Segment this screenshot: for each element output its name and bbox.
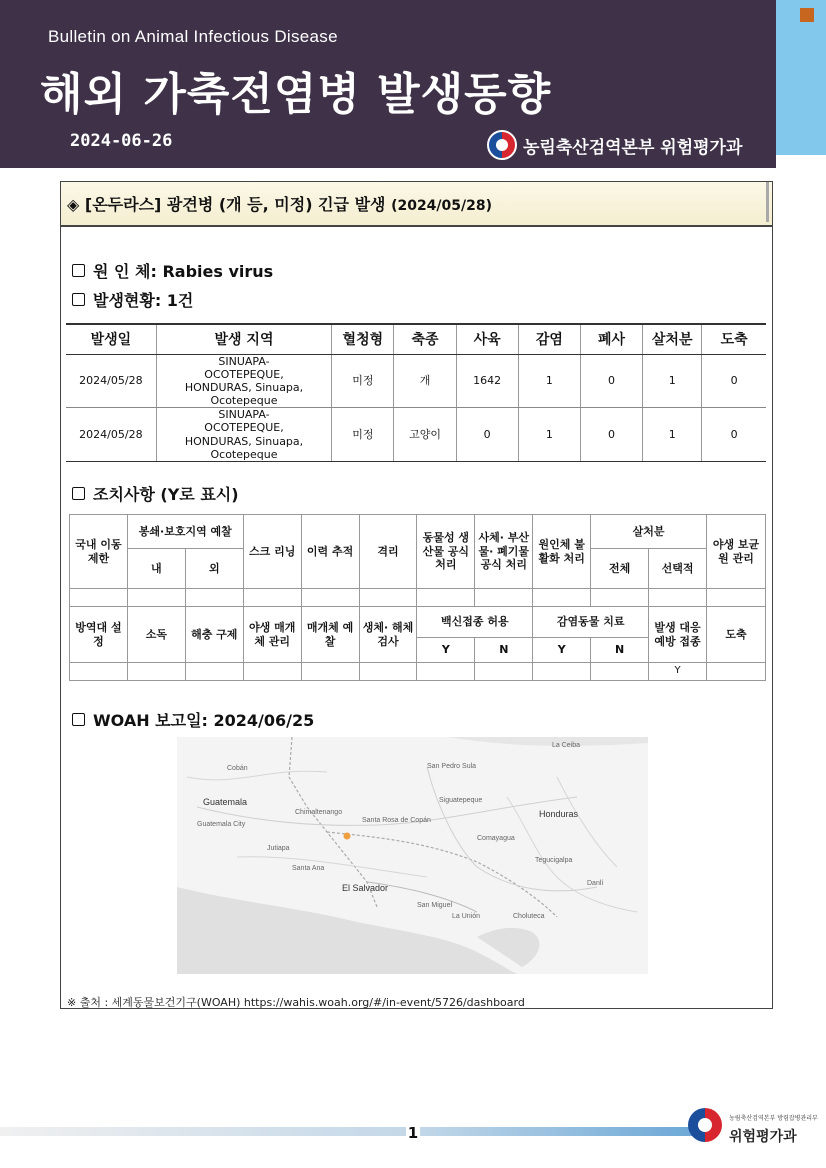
checkbox-icon (72, 293, 85, 306)
bulletin-subtitle: Bulletin on Animal Infectious Disease (48, 27, 338, 46)
source-note: ※ 출처 : 세계동물보건기구(WOAH) https://wahis.woah.org/#/in-event/5726/dashboard (67, 996, 525, 1009)
table-cell: 미정 (332, 354, 394, 408)
measure-header: 스크 리닝 (243, 515, 301, 589)
measure-subheader: 외 (185, 549, 243, 589)
map-label: Jutiapa (267, 845, 290, 852)
measure-header: 사체· 부산물· 폐기물 공식 처리 (475, 515, 533, 589)
measure-value-row (70, 589, 766, 607)
measure-header: 생체· 해체 검사 (359, 607, 417, 663)
outbreak-marker (344, 833, 351, 840)
table-cell: 2024/05/28 (66, 354, 156, 408)
section-measures (72, 482, 239, 505)
measure-header: 소독 (127, 607, 185, 663)
measure-value-row (70, 663, 766, 681)
table-cell: 개 (394, 354, 456, 408)
table-cell: 1 (643, 408, 702, 462)
measure-header: 살처분 (591, 515, 707, 549)
map-label: La Ceiba (552, 742, 581, 749)
map-label: Honduras (539, 809, 579, 819)
measure-header: 도축 (706, 607, 765, 663)
status-text: 발생현황: 1건 (93, 291, 194, 310)
map-label: Santa Rosa de Copán (362, 817, 431, 824)
footer-logo-icon (688, 1108, 722, 1142)
section-status (72, 288, 193, 311)
org-signature (487, 130, 742, 160)
map-label: Tegucigalpa (535, 857, 573, 864)
measure-subheader: Y (533, 638, 591, 663)
pathogen-text: 원 인 체: Rabies virus (93, 262, 274, 281)
measure-header: 이력 추적 (301, 515, 359, 589)
table-cell: SINUAPA-OCOTEPEQUE, HONDURAS, Sinuapa, Ocotepeque (156, 408, 332, 462)
column-header: 사육 (456, 324, 518, 354)
table-cell: 1 (643, 354, 702, 408)
measure-subheader: Y (417, 638, 475, 663)
diamond-icon: ◈ (67, 195, 80, 214)
checkbox-icon (72, 487, 85, 500)
checkbox-icon (72, 264, 85, 277)
section-pathogen (72, 259, 273, 282)
issue-date: 2024-06-26 (70, 131, 173, 151)
checkbox-icon (72, 713, 85, 726)
map-label: Comayagua (477, 835, 515, 842)
table-cell: 2024/05/28 (66, 408, 156, 462)
table-cell: 0 (456, 408, 518, 462)
measure-header: 발생 대응 예방 접종 (649, 607, 707, 663)
column-header: 폐사 (580, 324, 642, 354)
column-header: 발생일 (66, 324, 156, 354)
outbreak-banner (61, 182, 772, 227)
measure-header: 야생 보균원 관리 (706, 515, 765, 589)
map-label: San Pedro Sula (427, 763, 477, 770)
measure-header: 봉쇄·보호지역 예찰 (127, 515, 243, 549)
footer-org-small: 농림축산검역본부 방렴잡병관리부 (729, 1115, 818, 1122)
map-label: Choluteca (513, 913, 545, 920)
measure-subheader: N (591, 638, 649, 663)
map-label: Guatemala (203, 797, 248, 807)
banner-date: (2024/05/28) (391, 198, 493, 214)
map-label: Santa Ana (292, 865, 325, 872)
footer-bar (0, 1127, 700, 1136)
report-panel (60, 181, 773, 1009)
measure-header: 해충 구제 (185, 607, 243, 663)
table-header-row (66, 324, 766, 354)
table-cell: 고양이 (394, 408, 456, 462)
measure-header: 원인체 불활화 처리 (533, 515, 591, 589)
map-graphic (177, 737, 648, 974)
woah-text: WOAH 보고일: 2024/06/25 (93, 711, 315, 730)
map-label: Guatemala City (197, 821, 246, 828)
outbreak-map (177, 737, 648, 974)
map-label: Danlí (587, 880, 604, 887)
measures-table (69, 514, 766, 681)
header-banner (0, 0, 776, 168)
measure-header: 방역대 설정 (70, 607, 128, 663)
measure-header: 국내 이동 제한 (70, 515, 128, 589)
table-cell: 0 (702, 408, 766, 462)
response-vacc-value: Y (649, 663, 707, 681)
column-header: 살처분 (643, 324, 702, 354)
page-title: 해외 가축전염병 발생동향 (40, 69, 552, 120)
measure-header: 격리 (359, 515, 417, 589)
accent-square (800, 8, 814, 22)
table-cell: 1 (518, 408, 580, 462)
table-cell: 미정 (332, 408, 394, 462)
banner-title: [온두라스] 광견병 (개 등, 미정) 긴급 발생 (84, 195, 386, 214)
section-woah (72, 708, 314, 731)
table-cell: 0 (702, 354, 766, 408)
column-header: 축종 (394, 324, 456, 354)
column-header: 감염 (518, 324, 580, 354)
government-logo-icon (487, 130, 517, 160)
table-row (66, 408, 766, 462)
outbreak-table (66, 323, 766, 462)
map-label: La Unión (452, 913, 481, 920)
column-header: 도축 (702, 324, 766, 354)
measure-subheader: N (475, 638, 533, 663)
measure-header: 야생 매개체 관리 (243, 607, 301, 663)
table-cell: 1 (518, 354, 580, 408)
measure-subheader: 전체 (591, 549, 649, 589)
measure-header: 백신접종 허용 (417, 607, 533, 638)
measure-header: 동물성 생산물 공식 처리 (417, 515, 475, 589)
map-label: San Miguel (417, 902, 453, 909)
org-name: 농림축산검역본부 위험평가과 (523, 137, 743, 158)
footer-org-name: 위험평가과 (729, 1129, 797, 1145)
table-cell: 1642 (456, 354, 518, 408)
measure-header: 감염동물 치료 (533, 607, 649, 638)
map-label: Chimaltenango (295, 809, 343, 816)
decorative-side-strip (776, 0, 826, 155)
table-cell: 0 (580, 408, 642, 462)
column-header: 발생 지역 (156, 324, 332, 354)
map-label: El Salvador (342, 883, 389, 893)
page-number: 1 (407, 1124, 419, 1142)
table-row (66, 354, 766, 408)
map-label: Cobán (227, 765, 248, 772)
map-label: Siguatepeque (439, 797, 483, 804)
table-cell: SINUAPA-OCOTEPEQUE, HONDURAS, Sinuapa, Ocotepeque (156, 354, 332, 408)
measures-text: 조치사항 (Y로 표시) (93, 485, 239, 504)
measure-header: 매개체 예찰 (301, 607, 359, 663)
column-header: 혈청형 (332, 324, 394, 354)
measure-subheader: 내 (127, 549, 185, 589)
table-cell: 0 (580, 354, 642, 408)
measure-subheader: 선택적 (649, 549, 707, 589)
